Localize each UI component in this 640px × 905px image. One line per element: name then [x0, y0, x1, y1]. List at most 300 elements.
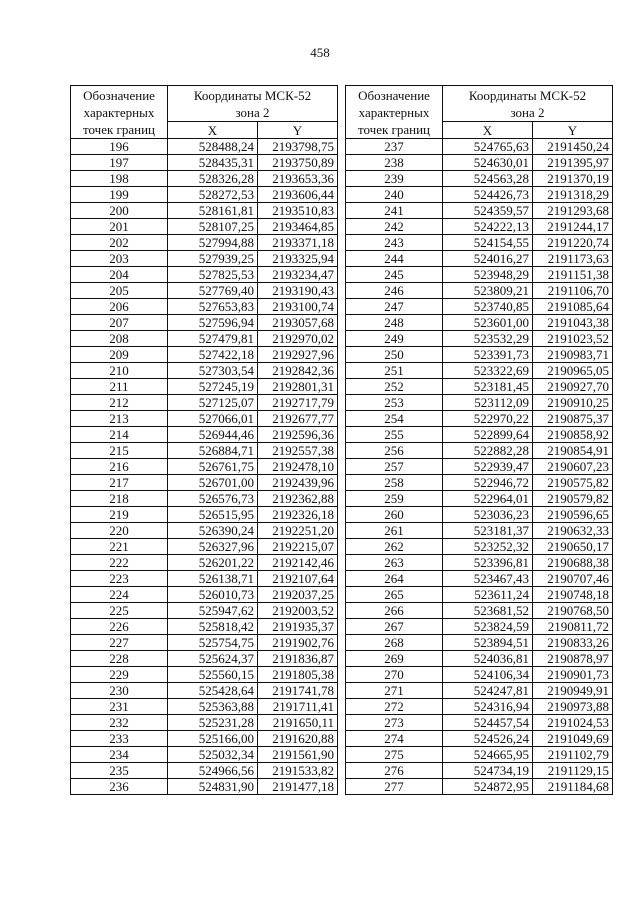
table-row [346, 715, 613, 731]
point-number-cell: 223 [71, 571, 168, 587]
x-coordinate-cell: 526761,75 [168, 459, 258, 475]
point-number-cell: 275 [346, 747, 443, 763]
x-coordinate-cell: 524247,81 [443, 683, 533, 699]
point-label-line: характерных [83, 105, 155, 120]
x-header: X [168, 122, 258, 139]
y-coordinate-cell: 2190650,17 [533, 539, 613, 555]
point-number-cell: 221 [71, 539, 168, 555]
y-coordinate-cell: 2191561,90 [258, 747, 338, 763]
y-coordinate-cell: 2191741,78 [258, 683, 338, 699]
table-row [346, 459, 613, 475]
point-number-cell: 229 [71, 667, 168, 683]
point-number-cell: 269 [346, 651, 443, 667]
x-coordinate-cell: 524665,95 [443, 747, 533, 763]
page-number: 458 [310, 45, 330, 60]
x-coordinate-cell: 523948,29 [443, 267, 533, 283]
table-row [71, 187, 338, 203]
point-number-cell: 264 [346, 571, 443, 587]
y-coordinate-cell: 2193653,36 [258, 171, 338, 187]
point-number-cell: 253 [346, 395, 443, 411]
table-row [346, 187, 613, 203]
point-number-cell: 258 [346, 475, 443, 491]
point-number-cell: 237 [346, 139, 443, 155]
point-number-cell: 219 [71, 507, 168, 523]
point-number-cell: 217 [71, 475, 168, 491]
x-coordinate-cell: 526201,22 [168, 555, 258, 571]
point-number-cell: 233 [71, 731, 168, 747]
point-number-cell: 260 [346, 507, 443, 523]
x-coordinate-cell: 527422,18 [168, 347, 258, 363]
y-coordinate-cell: 2190949,91 [533, 683, 613, 699]
point-number-cell: 196 [71, 139, 168, 155]
table-row [71, 651, 338, 667]
x-coordinate-cell: 523391,73 [443, 347, 533, 363]
x-coordinate-cell: 526010,73 [168, 587, 258, 603]
point-number-cell: 226 [71, 619, 168, 635]
y-coordinate-cell: 2190707,46 [533, 571, 613, 587]
coords-header [443, 86, 613, 122]
point-number-cell: 250 [346, 347, 443, 363]
y-coordinate-cell: 2190858,92 [533, 427, 613, 443]
table-row [71, 203, 338, 219]
x-coordinate-cell: 524154,55 [443, 235, 533, 251]
table-row [71, 379, 338, 395]
point-number-cell: 204 [71, 267, 168, 283]
table-row [346, 443, 613, 459]
y-coordinate-cell: 2193798,75 [258, 139, 338, 155]
point-number-cell: 276 [346, 763, 443, 779]
x-coordinate-cell: 525231,28 [168, 715, 258, 731]
table-row [71, 763, 338, 779]
x-coordinate-cell: 524831,90 [168, 779, 258, 795]
x-coordinate-cell: 526390,24 [168, 523, 258, 539]
x-coordinate-cell: 523824,59 [443, 619, 533, 635]
table-row [346, 347, 613, 363]
y-coordinate-cell: 2191935,37 [258, 619, 338, 635]
point-number-cell: 243 [346, 235, 443, 251]
table-row [346, 731, 613, 747]
x-coordinate-cell: 523036,23 [443, 507, 533, 523]
point-number-cell: 261 [346, 523, 443, 539]
x-coordinate-cell: 523396,81 [443, 555, 533, 571]
point-number-cell: 210 [71, 363, 168, 379]
y-coordinate-cell: 2190607,23 [533, 459, 613, 475]
y-coordinate-cell: 2191805,38 [258, 667, 338, 683]
point-number-cell: 271 [346, 683, 443, 699]
y-coordinate-cell: 2191650,11 [258, 715, 338, 731]
x-coordinate-cell: 524426,73 [443, 187, 533, 203]
x-coordinate-cell: 528161,81 [168, 203, 258, 219]
y-coordinate-cell: 2190596,65 [533, 507, 613, 523]
y-header: Y [258, 122, 338, 139]
table-row [346, 491, 613, 507]
y-coordinate-cell: 2192557,38 [258, 443, 338, 459]
point-number-cell: 234 [71, 747, 168, 763]
point-number-cell: 231 [71, 699, 168, 715]
point-number-cell: 270 [346, 667, 443, 683]
x-coordinate-cell: 522899,64 [443, 427, 533, 443]
table-row [346, 587, 613, 603]
y-coordinate-cell: 2192927,96 [258, 347, 338, 363]
y-coordinate-cell: 2191620,88 [258, 731, 338, 747]
table-row [71, 507, 338, 523]
point-number-cell: 200 [71, 203, 168, 219]
table-row [346, 635, 613, 651]
x-coordinate-cell: 524106,34 [443, 667, 533, 683]
x-coordinate-cell: 526884,71 [168, 443, 258, 459]
x-coordinate-cell: 522964,01 [443, 491, 533, 507]
y-coordinate-cell: 2192251,20 [258, 523, 338, 539]
table-row [346, 299, 613, 315]
point-number-cell: 202 [71, 235, 168, 251]
y-header: Y [533, 122, 613, 139]
x-coordinate-cell: 525754,75 [168, 635, 258, 651]
table-row [346, 411, 613, 427]
x-coordinate-cell: 528272,53 [168, 187, 258, 203]
x-coordinate-cell: 526327,96 [168, 539, 258, 555]
x-coordinate-cell: 523681,52 [443, 603, 533, 619]
x-coordinate-cell: 523532,29 [443, 331, 533, 347]
x-coordinate-cell: 527825,53 [168, 267, 258, 283]
table-row [346, 539, 613, 555]
x-coordinate-cell: 525624,37 [168, 651, 258, 667]
x-coordinate-cell: 528488,24 [168, 139, 258, 155]
point-number-cell: 274 [346, 731, 443, 747]
y-coordinate-cell: 2191220,74 [533, 235, 613, 251]
y-coordinate-cell: 2193371,18 [258, 235, 338, 251]
x-coordinate-cell: 528107,25 [168, 219, 258, 235]
table-row [346, 651, 613, 667]
y-coordinate-cell: 2193325,94 [258, 251, 338, 267]
table-row [346, 171, 613, 187]
x-coordinate-cell: 526701,00 [168, 475, 258, 491]
table-row [346, 379, 613, 395]
table-row [71, 411, 338, 427]
point-number-cell: 224 [71, 587, 168, 603]
coords-header-line: зона 2 [510, 104, 545, 120]
x-coordinate-cell: 523467,43 [443, 571, 533, 587]
table-row [71, 539, 338, 555]
table-row [71, 299, 338, 315]
x-coordinate-cell: 524457,54 [443, 715, 533, 731]
point-number-cell: 272 [346, 699, 443, 715]
x-coordinate-cell: 523809,21 [443, 283, 533, 299]
table-row [71, 715, 338, 731]
table-row [346, 315, 613, 331]
point-number-cell: 201 [71, 219, 168, 235]
y-coordinate-cell: 2193057,68 [258, 315, 338, 331]
table-row [71, 603, 338, 619]
y-coordinate-cell: 2191477,18 [258, 779, 338, 795]
y-coordinate-cell: 2191318,29 [533, 187, 613, 203]
x-coordinate-cell: 523894,51 [443, 635, 533, 651]
point-number-cell: 262 [346, 539, 443, 555]
table-row [71, 571, 338, 587]
x-coordinate-cell: 523601,00 [443, 315, 533, 331]
point-number-cell: 216 [71, 459, 168, 475]
y-coordinate-cell: 2191836,87 [258, 651, 338, 667]
point-number-cell: 277 [346, 779, 443, 795]
y-coordinate-cell: 2190575,82 [533, 475, 613, 491]
table-row [71, 587, 338, 603]
table-row [71, 523, 338, 539]
y-coordinate-cell: 2190965,05 [533, 363, 613, 379]
y-coordinate-cell: 2192142,46 [258, 555, 338, 571]
point-number-cell: 259 [346, 491, 443, 507]
y-coordinate-cell: 2191024,53 [533, 715, 613, 731]
coords-header-line: зона 2 [235, 104, 270, 120]
x-coordinate-cell: 522946,72 [443, 475, 533, 491]
x-coordinate-cell: 526944,46 [168, 427, 258, 443]
x-coordinate-cell: 527125,07 [168, 395, 258, 411]
point-number-cell: 252 [346, 379, 443, 395]
table-row [71, 475, 338, 491]
y-coordinate-cell: 2191106,70 [533, 283, 613, 299]
x-header: X [443, 122, 533, 139]
y-coordinate-cell: 2190983,71 [533, 347, 613, 363]
x-coordinate-cell: 528435,31 [168, 155, 258, 171]
x-coordinate-cell: 523611,24 [443, 587, 533, 603]
x-coordinate-cell: 524872,95 [443, 779, 533, 795]
coordinates-table-left [70, 85, 338, 795]
y-coordinate-cell: 2192970,02 [258, 331, 338, 347]
table-row [71, 459, 338, 475]
x-coordinate-cell: 524563,28 [443, 171, 533, 187]
point-number-cell: 246 [346, 283, 443, 299]
y-coordinate-cell: 2191533,82 [258, 763, 338, 779]
table-row [71, 283, 338, 299]
x-coordinate-cell: 527994,88 [168, 235, 258, 251]
table-row [71, 363, 338, 379]
table-row [346, 251, 613, 267]
table-row [71, 619, 338, 635]
table-row [346, 283, 613, 299]
y-coordinate-cell: 2192037,25 [258, 587, 338, 603]
point-number-cell: 215 [71, 443, 168, 459]
table-row [71, 667, 338, 683]
coordinates-table-right [345, 85, 613, 795]
y-coordinate-cell: 2191049,69 [533, 731, 613, 747]
table-row [346, 619, 613, 635]
table-row [71, 443, 338, 459]
y-coordinate-cell: 2191043,38 [533, 315, 613, 331]
coords-header [168, 86, 338, 122]
table-row [71, 267, 338, 283]
table-row [71, 219, 338, 235]
point-number-cell: 239 [346, 171, 443, 187]
x-coordinate-cell: 527245,19 [168, 379, 258, 395]
table-row [346, 155, 613, 171]
point-number-cell: 251 [346, 363, 443, 379]
y-coordinate-cell: 2193100,74 [258, 299, 338, 315]
point-number-cell: 214 [71, 427, 168, 443]
y-coordinate-cell: 2191293,68 [533, 203, 613, 219]
y-coordinate-cell: 2191151,38 [533, 267, 613, 283]
x-coordinate-cell: 528326,28 [168, 171, 258, 187]
point-number-cell: 232 [71, 715, 168, 731]
y-coordinate-cell: 2191450,24 [533, 139, 613, 155]
table-row [346, 235, 613, 251]
y-coordinate-cell: 2193510,83 [258, 203, 338, 219]
y-coordinate-cell: 2192717,79 [258, 395, 338, 411]
point-number-cell: 257 [346, 459, 443, 475]
table-row [71, 347, 338, 363]
x-coordinate-cell: 524765,63 [443, 139, 533, 155]
table-row [346, 683, 613, 699]
y-coordinate-cell: 2191085,64 [533, 299, 613, 315]
y-coordinate-cell: 2192107,64 [258, 571, 338, 587]
y-coordinate-cell: 2191129,15 [533, 763, 613, 779]
y-coordinate-cell: 2193464,85 [258, 219, 338, 235]
x-coordinate-cell: 525166,00 [168, 731, 258, 747]
point-number-cell: 267 [346, 619, 443, 635]
point-number-cell: 273 [346, 715, 443, 731]
x-coordinate-cell: 525560,15 [168, 667, 258, 683]
table-row [346, 571, 613, 587]
y-coordinate-cell: 2192596,36 [258, 427, 338, 443]
y-coordinate-cell: 2191902,76 [258, 635, 338, 651]
table-row [346, 507, 613, 523]
table-row [346, 203, 613, 219]
x-coordinate-cell: 527653,83 [168, 299, 258, 315]
coords-header-line: Координаты МСК-52 [468, 87, 587, 103]
x-coordinate-cell: 527939,25 [168, 251, 258, 267]
point-number-cell: 244 [346, 251, 443, 267]
table-row [346, 219, 613, 235]
table-row [71, 635, 338, 651]
y-coordinate-cell: 2192842,36 [258, 363, 338, 379]
point-label-line: Обозначение [83, 88, 155, 103]
y-coordinate-cell: 2193750,89 [258, 155, 338, 171]
y-coordinate-cell: 2192677,77 [258, 411, 338, 427]
table-row [346, 667, 613, 683]
y-coordinate-cell: 2190878,97 [533, 651, 613, 667]
point-number-cell: 247 [346, 299, 443, 315]
table-row [346, 603, 613, 619]
x-coordinate-cell: 525947,62 [168, 603, 258, 619]
point-number-cell: 263 [346, 555, 443, 571]
y-coordinate-cell: 2191711,41 [258, 699, 338, 715]
table-row [346, 395, 613, 411]
point-number-cell: 235 [71, 763, 168, 779]
point-number-cell: 212 [71, 395, 168, 411]
point-label-header [346, 86, 443, 139]
table-row [71, 251, 338, 267]
point-number-cell: 218 [71, 491, 168, 507]
x-coordinate-cell: 524630,01 [443, 155, 533, 171]
y-coordinate-cell: 2190901,73 [533, 667, 613, 683]
x-coordinate-cell: 524222,13 [443, 219, 533, 235]
point-number-cell: 211 [71, 379, 168, 395]
y-coordinate-cell: 2190854,91 [533, 443, 613, 459]
table-row [346, 779, 613, 795]
x-coordinate-cell: 525818,42 [168, 619, 258, 635]
x-coordinate-cell: 524966,56 [168, 763, 258, 779]
x-coordinate-cell: 525032,34 [168, 747, 258, 763]
x-coordinate-cell: 526576,73 [168, 491, 258, 507]
x-coordinate-cell: 526515,95 [168, 507, 258, 523]
x-coordinate-cell: 523181,37 [443, 523, 533, 539]
table-row [71, 491, 338, 507]
point-number-cell: 220 [71, 523, 168, 539]
y-coordinate-cell: 2190811,72 [533, 619, 613, 635]
table-row [71, 747, 338, 763]
y-coordinate-cell: 2190910,25 [533, 395, 613, 411]
x-coordinate-cell: 527066,01 [168, 411, 258, 427]
x-coordinate-cell: 523740,85 [443, 299, 533, 315]
x-coordinate-cell: 524734,19 [443, 763, 533, 779]
table-row [71, 779, 338, 795]
table-row [346, 747, 613, 763]
x-coordinate-cell: 522882,28 [443, 443, 533, 459]
y-coordinate-cell: 2191370,19 [533, 171, 613, 187]
point-label-line: Обозначение [358, 88, 430, 103]
point-number-cell: 266 [346, 603, 443, 619]
coords-header-line: Координаты МСК-52 [193, 87, 312, 103]
point-label-header [71, 86, 168, 139]
point-number-cell: 241 [346, 203, 443, 219]
point-number-cell: 245 [346, 267, 443, 283]
point-number-cell: 198 [71, 171, 168, 187]
point-number-cell: 199 [71, 187, 168, 203]
table-row [71, 395, 338, 411]
x-coordinate-cell: 527303,54 [168, 363, 258, 379]
point-number-cell: 227 [71, 635, 168, 651]
y-coordinate-cell: 2191102,79 [533, 747, 613, 763]
x-coordinate-cell: 527769,40 [168, 283, 258, 299]
table-row [71, 683, 338, 699]
x-coordinate-cell: 527596,94 [168, 315, 258, 331]
point-number-cell: 205 [71, 283, 168, 299]
y-coordinate-cell: 2190927,70 [533, 379, 613, 395]
x-coordinate-cell: 524526,24 [443, 731, 533, 747]
table-row [346, 699, 613, 715]
table-row [71, 235, 338, 251]
point-number-cell: 255 [346, 427, 443, 443]
table-row [346, 763, 613, 779]
y-coordinate-cell: 2193234,47 [258, 267, 338, 283]
point-number-cell: 238 [346, 155, 443, 171]
x-coordinate-cell: 522939,47 [443, 459, 533, 475]
point-label-line: характерных [358, 105, 430, 120]
table-row [71, 699, 338, 715]
table-row [71, 731, 338, 747]
point-number-cell: 236 [71, 779, 168, 795]
y-coordinate-cell: 2190875,37 [533, 411, 613, 427]
point-number-cell: 242 [346, 219, 443, 235]
table-row [346, 523, 613, 539]
point-number-cell: 248 [346, 315, 443, 331]
table-row [346, 555, 613, 571]
table-row [71, 139, 338, 155]
point-number-cell: 268 [346, 635, 443, 651]
point-number-cell: 230 [71, 683, 168, 699]
table-row [71, 171, 338, 187]
y-coordinate-cell: 2190768,50 [533, 603, 613, 619]
table-row [346, 363, 613, 379]
y-coordinate-cell: 2191023,52 [533, 331, 613, 347]
x-coordinate-cell: 526138,71 [168, 571, 258, 587]
y-coordinate-cell: 2193606,44 [258, 187, 338, 203]
y-coordinate-cell: 2192801,31 [258, 379, 338, 395]
point-label-line: точек границ [82, 122, 156, 137]
table-row [71, 555, 338, 571]
y-coordinate-cell: 2192362,88 [258, 491, 338, 507]
table-row [346, 267, 613, 283]
y-coordinate-cell: 2192439,96 [258, 475, 338, 491]
table-row [346, 427, 613, 443]
point-number-cell: 203 [71, 251, 168, 267]
